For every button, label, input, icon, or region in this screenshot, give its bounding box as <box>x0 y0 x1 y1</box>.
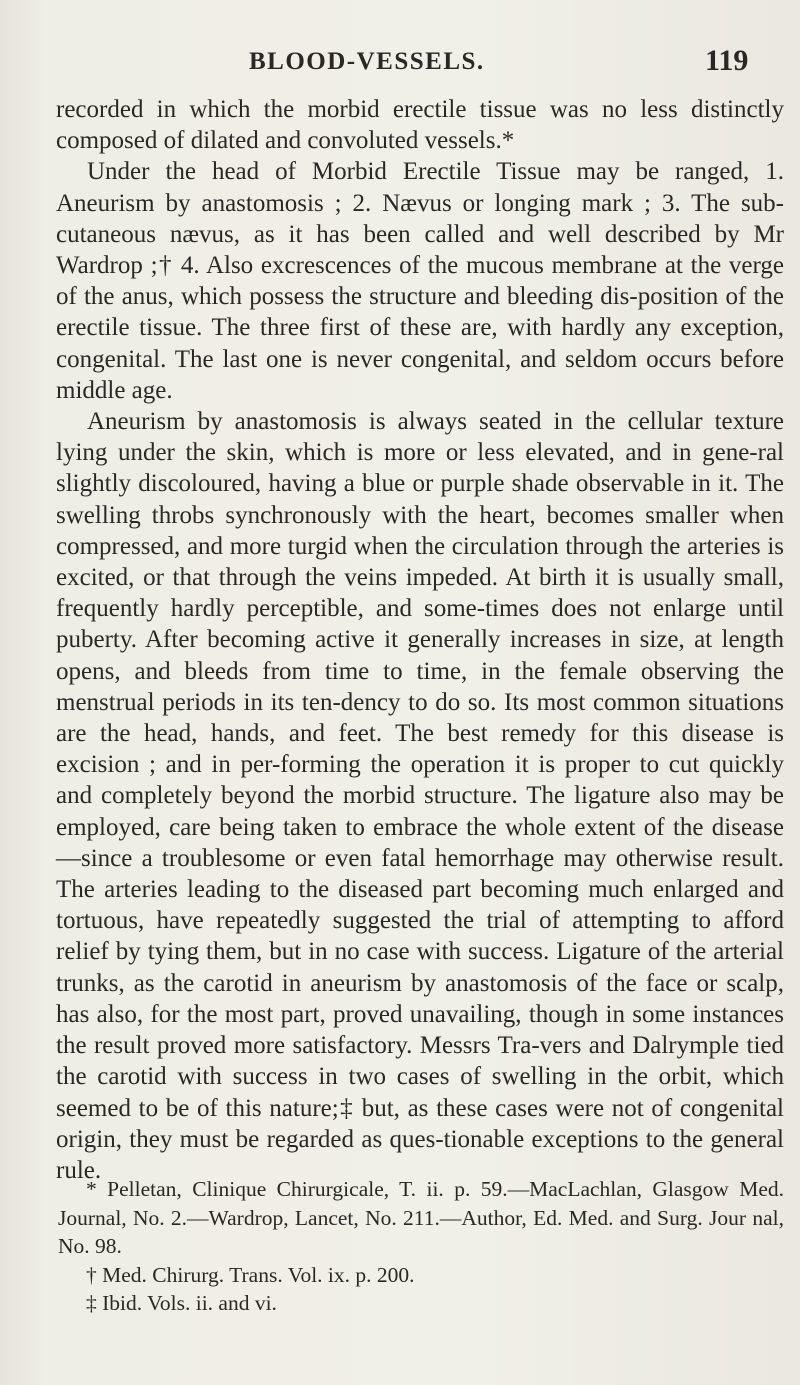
page-header <box>0 42 800 82</box>
main-text <box>56 94 784 1186</box>
footnote-3: ‡ Ibid. Vols. ii. and vi. <box>86 1291 277 1315</box>
footnote-1: * Pelletan, Clinique Chirurgicale, T. ii. p. 59.—MacLachlan, Glasgow Med. Journal, No. 2.—Wardrop, Lancet, No. 211.—Author, Ed. Med. and Surg. Jour nal, No. 98. <box>58 1177 784 1258</box>
paragraph-morbid-erectile-tissue: Under the head of Morbid Erectile Tissue may be ranged, 1. Aneurism by anastomosis ; 2. Nævus or longing mark ; 3. The sub-cutaneous nævus, as it has been called and well described by Mr Wardrop ;† 4. Also excrescences of the mucous membrane at the verge of the anus, which possess the structure and bleeding dis-position of the erectile tissue. The three first of these are, with hardly any exception, congenital. The last one is never congenital, and seldom occurs before middle age. <box>56 158 784 404</box>
running-head: BLOOD-VESSELS. <box>249 48 485 75</box>
paragraph-aneurism-by-anastomosis: Aneurism by anastomosis is always seated in the cellular texture lying under the skin, which is more or less elevated, and in gene-ral slightly discoloured, having a blue or purple shade observable in it. The swelling throbs synchronously with the heart, becomes smaller when compressed, and more turgid when the circulation through the arteries is excited, or that through the veins impeded. At birth it is usually small, frequently hardly perceptible, and some-times does not enlarge until puberty. After becoming active it generally increases in size, at length opens, and bleeds from time to time, in the female observing the menstrual periods in its ten-dency to do so. Its most common situations are the head, hands, and feet. The best remedy for this disease is excision ; and in per-forming the operation it is proper to cut quickly and completely beyond the morbid structure. The ligature also may be employed, care being taken to embrace the whole extent of the disease—since a troublesome or even fatal hemorrhage may otherwise result. The arteries leading to the diseased part becoming much enlarged and tortuous, have repeatedly suggested the trial of attempting to afford relief by tying them, but in no case with success. Ligature of the arterial trunks, as the carotid in aneurism by anastomosis of the face or scalp, has also, for the most part, proved unavailing, though in some instances the result proved more satisfactory. Messrs Tra-vers and Dalrymple tied the carotid with success in two cases of swelling in the orbit, which seemed to be of this nature;‡ but, as these cases were not of congenital origin, they must be regarded as ques-tionable exceptions to the general rule. <box>56 408 784 1184</box>
footnotes <box>58 1175 784 1318</box>
footnote-2: † Med. Chirurg. Trans. Vol. ix. p. 200. <box>86 1262 415 1287</box>
paragraph-continued: recorded in which the morbid erectile tissue was no less distinctly composed of dilated and convoluted vessels.* <box>56 96 784 155</box>
page-number: 119 <box>705 44 749 77</box>
